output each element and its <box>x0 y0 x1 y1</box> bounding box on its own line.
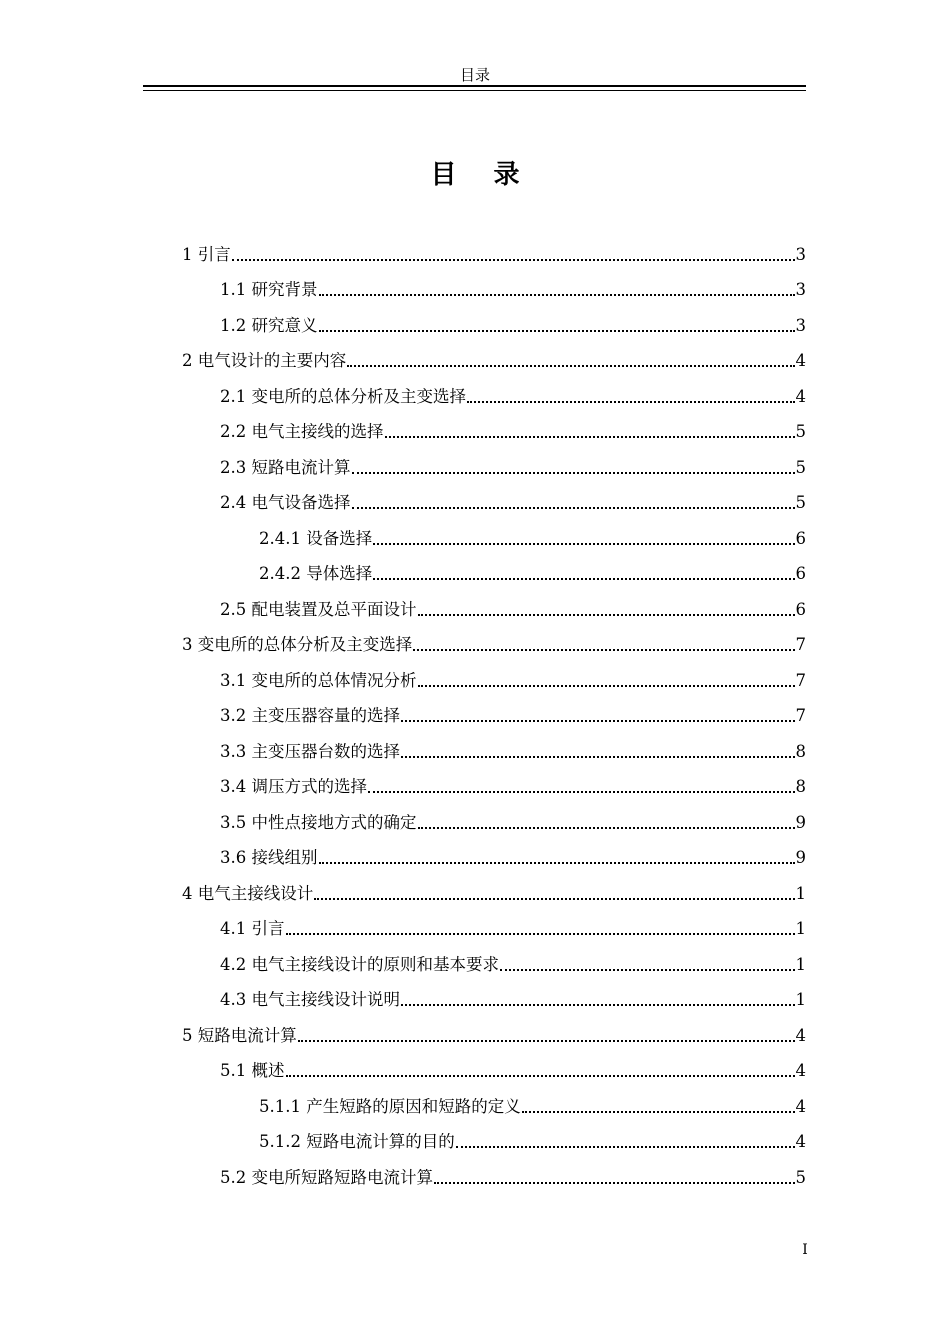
toc-entry-label: 2.2 电气主接线的选择 <box>220 422 384 441</box>
toc-entry-page: 8 <box>795 741 806 761</box>
toc-entry-label: 2.4.1 设备选择 <box>259 528 373 548</box>
toc-entry-label: 4.1 引言 <box>220 919 285 938</box>
toc-entry[interactable] <box>182 303 806 339</box>
toc-entry[interactable] <box>182 481 806 517</box>
dot-leader <box>352 507 795 509</box>
page-number: I <box>802 1242 808 1258</box>
dot-leader <box>319 294 795 296</box>
running-header: 目录 <box>459 66 490 84</box>
toc-entry[interactable] <box>182 1120 806 1156</box>
dot-leader <box>500 969 795 971</box>
toc-entry[interactable] <box>182 978 806 1014</box>
dot-leader <box>232 259 795 261</box>
table-of-contents <box>182 232 806 1191</box>
toc-entry[interactable] <box>182 268 806 304</box>
dot-leader <box>413 649 794 651</box>
toc-entry[interactable] <box>182 232 806 268</box>
toc-entry-page: 6 <box>795 599 806 619</box>
dot-leader <box>385 436 795 438</box>
toc-entry[interactable] <box>182 871 806 907</box>
toc-entry[interactable] <box>182 374 806 410</box>
toc-entry-page: 7 <box>795 635 806 654</box>
toc-entry-page: 5 <box>795 493 806 512</box>
toc-entry-page: 5 <box>795 1167 806 1187</box>
toc-entry-page: 4 <box>795 1096 806 1116</box>
toc-entry-label: 2.3 短路电流计算 <box>220 457 351 477</box>
toc-entry-label: 3 变电所的总体分析及主变选择 <box>182 635 413 654</box>
toc-entry-label: 4.3 电气主接线设计说明 <box>220 990 400 1009</box>
toc-entry[interactable] <box>182 552 806 588</box>
toc-entry-label: 2.4.2 导体选择 <box>259 564 373 583</box>
toc-entry-label: 4.2 电气主接线设计的原则和基本要求 <box>220 954 499 974</box>
dot-leader <box>319 330 795 332</box>
toc-entry[interactable] <box>182 800 806 836</box>
toc-entry[interactable] <box>182 410 806 446</box>
toc-entry-page: 7 <box>795 670 806 690</box>
toc-entry[interactable] <box>182 1013 806 1049</box>
dot-leader <box>347 365 794 367</box>
toc-entry[interactable] <box>182 587 806 623</box>
dot-leader <box>286 1075 795 1077</box>
dot-leader <box>352 472 795 474</box>
dot-leader <box>434 1182 795 1184</box>
dot-leader <box>319 862 795 864</box>
toc-entry[interactable] <box>182 1049 806 1085</box>
toc-entry-page: 4 <box>795 1025 806 1045</box>
dot-leader <box>418 614 795 616</box>
dot-leader <box>373 578 794 580</box>
toc-entry-label: 3.4 调压方式的选择 <box>220 777 367 796</box>
dot-leader <box>314 898 794 900</box>
toc-entry-label: 4 电气主接线设计 <box>182 883 314 903</box>
toc-entry[interactable] <box>182 694 806 730</box>
toc-entry-page: 4 <box>795 1061 806 1080</box>
toc-entry[interactable] <box>182 445 806 481</box>
dot-leader <box>456 1146 795 1148</box>
toc-entry-page: 8 <box>795 777 806 796</box>
toc-entry-page: 1 <box>795 954 806 974</box>
toc-entry-label: 1.2 研究意义 <box>220 315 318 335</box>
toc-entry[interactable] <box>182 623 806 659</box>
toc-entry[interactable] <box>182 516 806 552</box>
toc-entry[interactable] <box>182 907 806 943</box>
toc-entry-label: 5.1.1 产生短路的原因和短路的定义 <box>259 1096 521 1116</box>
toc-entry-page: 6 <box>795 528 806 548</box>
toc-entry-page: 5 <box>795 422 806 441</box>
toc-entry-page: 1 <box>795 883 806 903</box>
toc-entry-page: 4 <box>795 386 806 406</box>
toc-entry[interactable] <box>182 729 806 765</box>
toc-entry-label: 2.1 变电所的总体分析及主变选择 <box>220 386 466 406</box>
page-title: 目 录 <box>430 160 534 190</box>
toc-entry-label: 3.5 中性点接地方式的确定 <box>220 812 417 832</box>
toc-entry[interactable] <box>182 942 806 978</box>
dot-leader <box>401 1004 795 1006</box>
header-rule <box>143 85 806 91</box>
toc-entry[interactable] <box>182 1155 806 1191</box>
dot-leader <box>401 756 795 758</box>
toc-entry-label: 5.1 概述 <box>220 1061 285 1080</box>
toc-entry-label: 5.2 变电所短路短路电流计算 <box>220 1167 433 1187</box>
dot-leader <box>418 685 795 687</box>
toc-entry-page: 5 <box>795 457 806 477</box>
dot-leader <box>298 1040 795 1042</box>
dot-leader <box>373 543 794 545</box>
toc-entry[interactable] <box>182 765 806 801</box>
toc-entry-page: 3 <box>795 244 806 264</box>
toc-entry-label: 5.1.2 短路电流计算的目的 <box>259 1132 455 1151</box>
dot-leader <box>522 1111 795 1113</box>
dot-leader <box>467 401 795 403</box>
toc-entry-label: 1 引言 <box>182 244 231 264</box>
toc-entry-page: 4 <box>795 1132 806 1151</box>
dot-leader <box>368 791 795 793</box>
toc-entry-page: 1 <box>795 919 806 938</box>
toc-entry[interactable] <box>182 1084 806 1120</box>
toc-entry-label: 3.3 主变压器台数的选择 <box>220 741 400 761</box>
toc-entry-label: 3.2 主变压器容量的选择 <box>220 706 400 725</box>
toc-entry-page: 9 <box>795 812 806 832</box>
toc-entry[interactable] <box>182 658 806 694</box>
toc-entry[interactable] <box>182 836 806 872</box>
dot-leader <box>401 720 795 722</box>
toc-entry-label: 3.6 接线组别 <box>220 848 318 867</box>
toc-entry-page: 1 <box>795 990 806 1009</box>
toc-entry-label: 2.4 电气设备选择 <box>220 493 351 512</box>
toc-entry-page: 6 <box>795 564 806 583</box>
toc-entry[interactable] <box>182 339 806 375</box>
toc-entry-label: 1.1 研究背景 <box>220 280 318 299</box>
dot-leader <box>418 827 795 829</box>
toc-entry-label: 2 电气设计的主要内容 <box>182 351 347 370</box>
toc-entry-label: 5 短路电流计算 <box>182 1025 297 1045</box>
toc-entry-page: 7 <box>795 706 806 725</box>
toc-entry-page: 3 <box>795 280 806 299</box>
dot-leader <box>286 933 795 935</box>
toc-entry-page: 3 <box>795 315 806 335</box>
toc-entry-page: 9 <box>795 848 806 867</box>
toc-entry-page: 4 <box>795 351 806 370</box>
toc-entry-label: 2.5 配电装置及总平面设计 <box>220 599 417 619</box>
toc-entry-label: 3.1 变电所的总体情况分析 <box>220 670 417 690</box>
